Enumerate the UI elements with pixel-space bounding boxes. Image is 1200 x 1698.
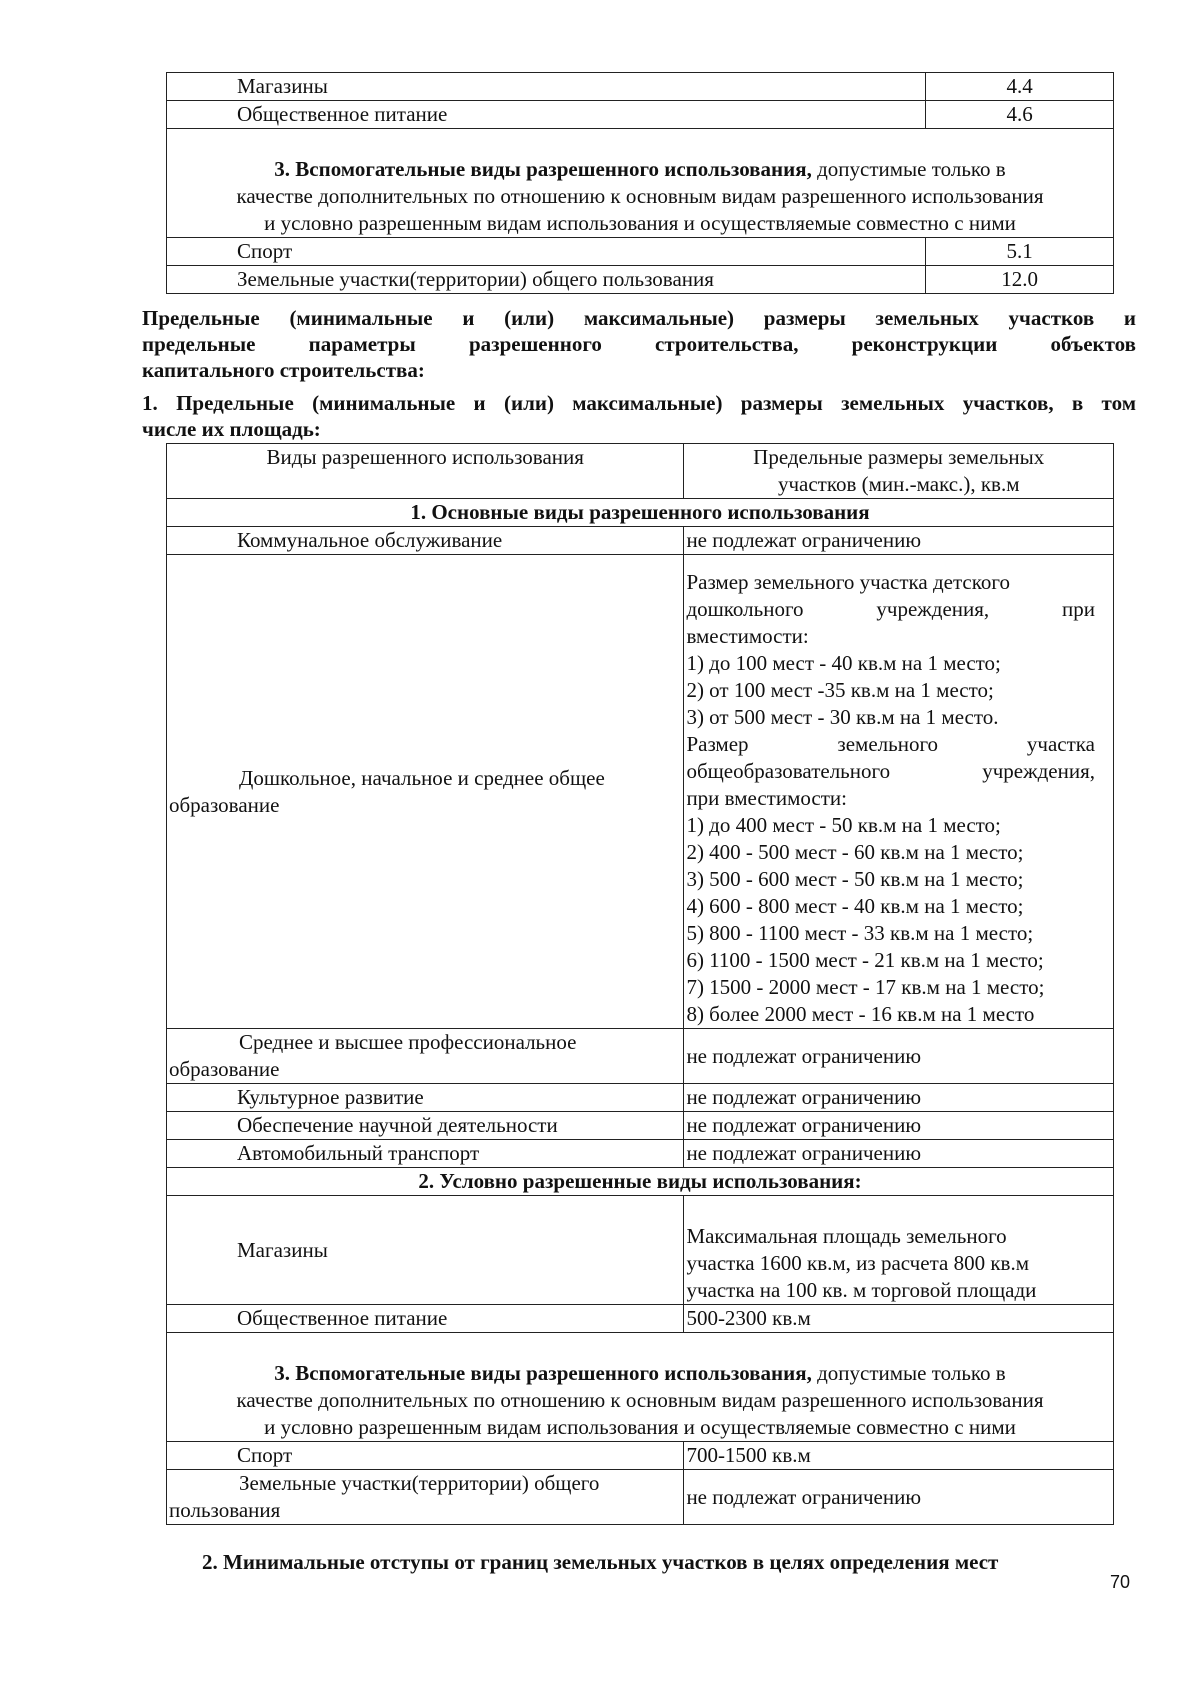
heading-limits: Предельные (минимальные и (или) максимальные) размеры земельных участков и предельные параметры разрешенного строительства, реконструкции объектов капитального строительства: [142,306,1136,382]
section-3-title: 3. Вспомогательные виды разрешенного использования, допустимые только в качестве дополнительных по отношению к основным видам разрешенного использования и условно разрешенным видам использования и осуществляемые совместно с ними [167,129,1114,238]
header-uses: Виды разрешенного использования [167,444,684,499]
use-name: Спорт [167,1442,684,1470]
table-row [167,101,1114,129]
use-name: Обеспечение научной деятельности [167,1112,684,1140]
use-limit: 700-1500 кв.м [684,1442,1114,1470]
table-row [167,266,1114,294]
table-row [167,1442,1114,1470]
use-name: Общественное питание [167,1305,684,1333]
table-row [167,1140,1114,1168]
use-limit: Максимальная площадь земельного участка 1600 кв.м, из расчета 800 кв.м участка на 100 кв. м торговой площади [684,1196,1114,1305]
table-row [167,527,1114,555]
section-row [167,129,1114,238]
use-name: Земельные участки(территории) общего пользования [167,1470,684,1525]
use-limit: не подлежат ограничению [684,1029,1114,1084]
page-number: 70 [1110,1572,1131,1592]
use-name: Магазины [167,1196,684,1305]
table-row [167,238,1114,266]
use-name: Магазины [167,73,926,101]
table-row [167,1112,1114,1140]
use-limit: 500-2300 кв.м [684,1305,1114,1333]
use-name: Общественное питание [167,101,926,129]
table-row [167,73,1114,101]
use-name: Дошкольное, начальное и среднее общее образование [167,555,684,1029]
use-name: Среднее и высшее профессиональное образование [167,1029,684,1084]
table-row [167,1196,1114,1305]
table-row [167,1470,1114,1525]
table-row [167,1029,1114,1084]
table-permitted-uses-codes [166,72,1114,294]
use-code: 4.4 [926,73,1114,101]
use-limit: не подлежат ограничению [684,1112,1114,1140]
table-plot-size-limits [166,443,1114,1525]
use-name: Спорт [167,238,926,266]
use-code: 5.1 [926,238,1114,266]
section-1-title: 1. Основные виды разрешенного использования [167,499,1114,527]
use-name: Земельные участки(территории) общего пользования [167,266,926,294]
use-limit: не подлежат ограничению [684,1140,1114,1168]
table-header-row [167,444,1114,499]
section-row [167,499,1114,527]
heading-setbacks: 2. Минимальные отступы от границ земельных участков в целях определения мест [202,1550,999,1574]
table-row [167,1305,1114,1333]
section-row [167,1333,1114,1442]
use-limit: не подлежат ограничению [684,1084,1114,1112]
use-code: 12.0 [926,266,1114,294]
section-row [167,1168,1114,1196]
section-3-title: 3. Вспомогательные виды разрешенного использования, допустимые только в качестве дополнительных по отношению к основным видам разрешенного использования и условно разрешенным видам использования и осуществляемые совместно с ними [167,1333,1114,1442]
use-name: Автомобильный транспорт [167,1140,684,1168]
heading-plot-sizes: 1. Предельные (минимальные и (или) максимальные) размеры земельных участков, в том числе их площадь: [142,391,1136,441]
section-2-title: 2. Условно разрешенные виды использования: [167,1168,1114,1196]
table-row [167,1084,1114,1112]
use-limit: не подлежат ограничению [684,1470,1114,1525]
header-limits: Предельные размеры земельных участков (мин.-макс.), кв.м [684,444,1114,499]
use-code: 4.6 [926,101,1114,129]
use-limit-list: Размер земельного участка детского дошкольного учреждения, при вместимости: 1) до 100 мест - 40 кв.м на 1 место; 2) от 100 мест -35 кв.м на 1 место; 3) от 500 мест - 30 кв.м на 1 место. Размер земельного участка общеобразовательного учреждения, при вместимости: 1) до 400 мест - 50 кв.м на 1 место; 2) 400 - 500 мест - 60 кв.м на 1 место; 3) 500 - 600 мест - 50 кв.м на 1 место; 4) 600 - 800 мест - 40 кв.м на 1 место; 5) 800 - 1100 мест - 33 кв.м на 1 место; 6) 1100 - 1500 мест - 21 кв.м на 1 место; 7) 1500 - 2000 мест - 17 кв.м на 1 место; 8) более 2000 мест - 16 кв.м на 1 место [684,555,1114,1029]
use-name: Культурное развитие [167,1084,684,1112]
use-name: Коммунальное обслуживание [167,527,684,555]
table-row [167,555,1114,1029]
use-limit: не подлежат ограничению [684,527,1114,555]
